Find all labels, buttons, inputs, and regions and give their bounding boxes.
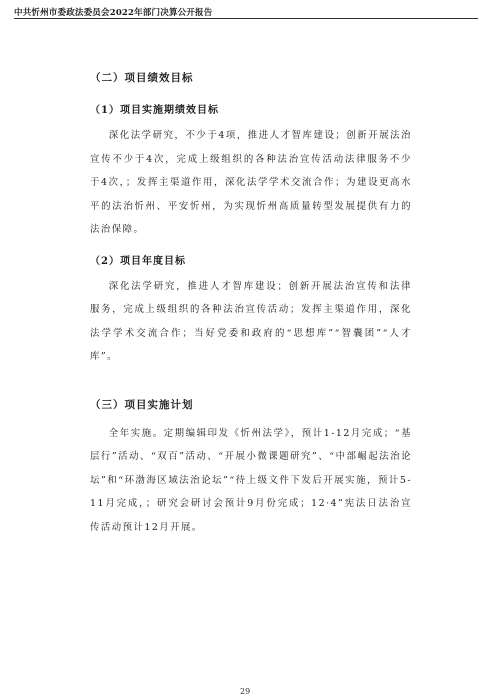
sub-heading-annual: （2）项目年度目标 — [90, 255, 186, 267]
section-heading-plan: （三）项目实施计划 — [90, 398, 194, 411]
running-header: 中共忻州市委政法委员会2022年部门决算公开报告 — [14, 8, 213, 18]
document-body — [90, 70, 412, 539]
paragraph-plan: 全年实施。定期编辑印发《忻州法学》，预计1-12月完成；“基层行”活动、“双百”活动、“开展小微课题研究”、“中部崛起法治论坛”和“环渤海区域法治论坛”“待上级文件下发后开展实施，预计5-11月完成，；研究会研讨会预计9月份完成；12·4”宪法日法治宣传活动预计12月开展。 — [90, 427, 412, 533]
paragraph-annual: 深化法学研究，推进人才智库建设；创新开展法治宣传和法律服务，完成上级组织的各种法治宣传活动；发挥主渠道作用，深化法学学术交流合作；当好党委和政府的“思想库”“智囊团”“人才库”。 — [90, 280, 412, 362]
sub-heading-implementation: （1）项目实施期绩效目标 — [90, 105, 219, 116]
paragraph-implementation: 深化法学研究，不少于4项，推进人才智库建设；创新开展法治宣传不少于4次，完成上级组织的各种法治宣传活动法律服务不少于4次，；发挥主渠道作用，深化法学学术交流合作；为建设更高水平的法治忻州、平安忻州，为实现忻州高质量转型发展提供有力的法治保障。 — [90, 130, 412, 235]
header-rule — [14, 18, 478, 19]
page-number: 29 — [240, 687, 251, 696]
section-heading-performance: （二）项目绩效目标 — [90, 72, 194, 84]
